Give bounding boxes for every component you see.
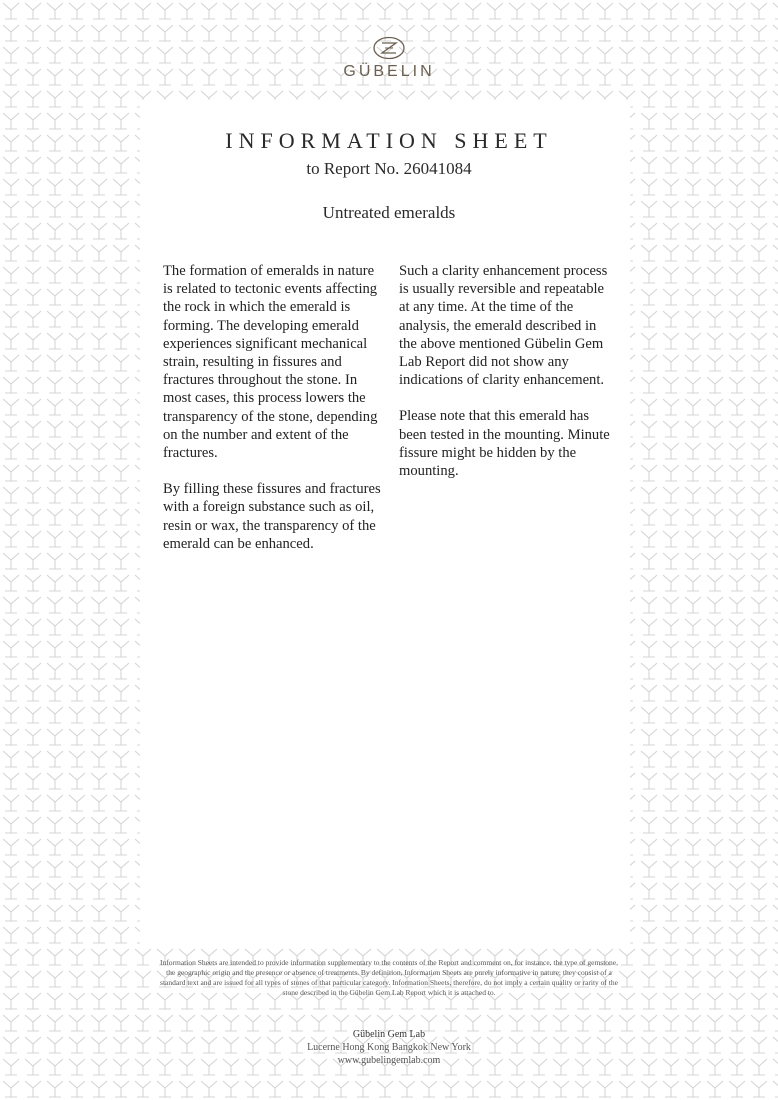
footer-lab-name: Gübelin Gem Lab bbox=[352, 1029, 426, 1040]
footer-website-link[interactable]: www.gubelingemlab.com bbox=[337, 1055, 441, 1066]
paragraph: Please note that this emerald has been tested in the mounting. Minute fissure might be hidden by the mounting. bbox=[399, 408, 610, 480]
paragraph: By filling these fissures and fractures with a foreign substance such as oil, resin or wax, the transparency of the emerald can be enhanced. bbox=[163, 481, 381, 552]
footer bbox=[0, 1028, 778, 1067]
disclaimer-text: Information Sheets are intended to provide information supplementary to the contents of the Report and comment on, for instance, the type of gemstone, the geographic origin and the presence or absence of treatments. By definition, Information Sheets are purely informative in nature; they consist of a standard text and are issued for all types of stones of that particular category. Information Sheets, therefore, do not imply a certain quality or rarity of the stone described in the Gübelin Gem Lab Report which it is attached to. bbox=[160, 958, 619, 997]
footer-locations: Lucerne Hong Kong Bangkok New York bbox=[307, 1042, 471, 1053]
brand-emblem-icon bbox=[372, 36, 406, 60]
paragraph: The formation of emeralds in nature is related to tectonic events affecting the rock in which the emerald is forming. The developing emerald experiences significant mechanical strain, resulting in fissures and fractures throughout the stone. In most cases, this process lowers the transparency of the stone, depending on the number and extent of the fractures. bbox=[163, 263, 378, 462]
report-number: to Report No. 26041084 bbox=[306, 159, 472, 178]
page-title: INFORMATION SHEET bbox=[225, 128, 553, 153]
section-heading: Untreated emeralds bbox=[322, 203, 456, 222]
brand-logo bbox=[319, 36, 459, 81]
brand-name: GÜBELIN bbox=[343, 63, 435, 80]
left-column bbox=[163, 262, 381, 571]
paragraph: Such a clarity enhancement process is usually reversible and repeatable at any time. At the time of the analysis, the emerald described in the above mentioned Gübelin Gem Lab Report did not show any indications of clarity enhancement. bbox=[399, 263, 608, 389]
right-column bbox=[399, 262, 617, 498]
